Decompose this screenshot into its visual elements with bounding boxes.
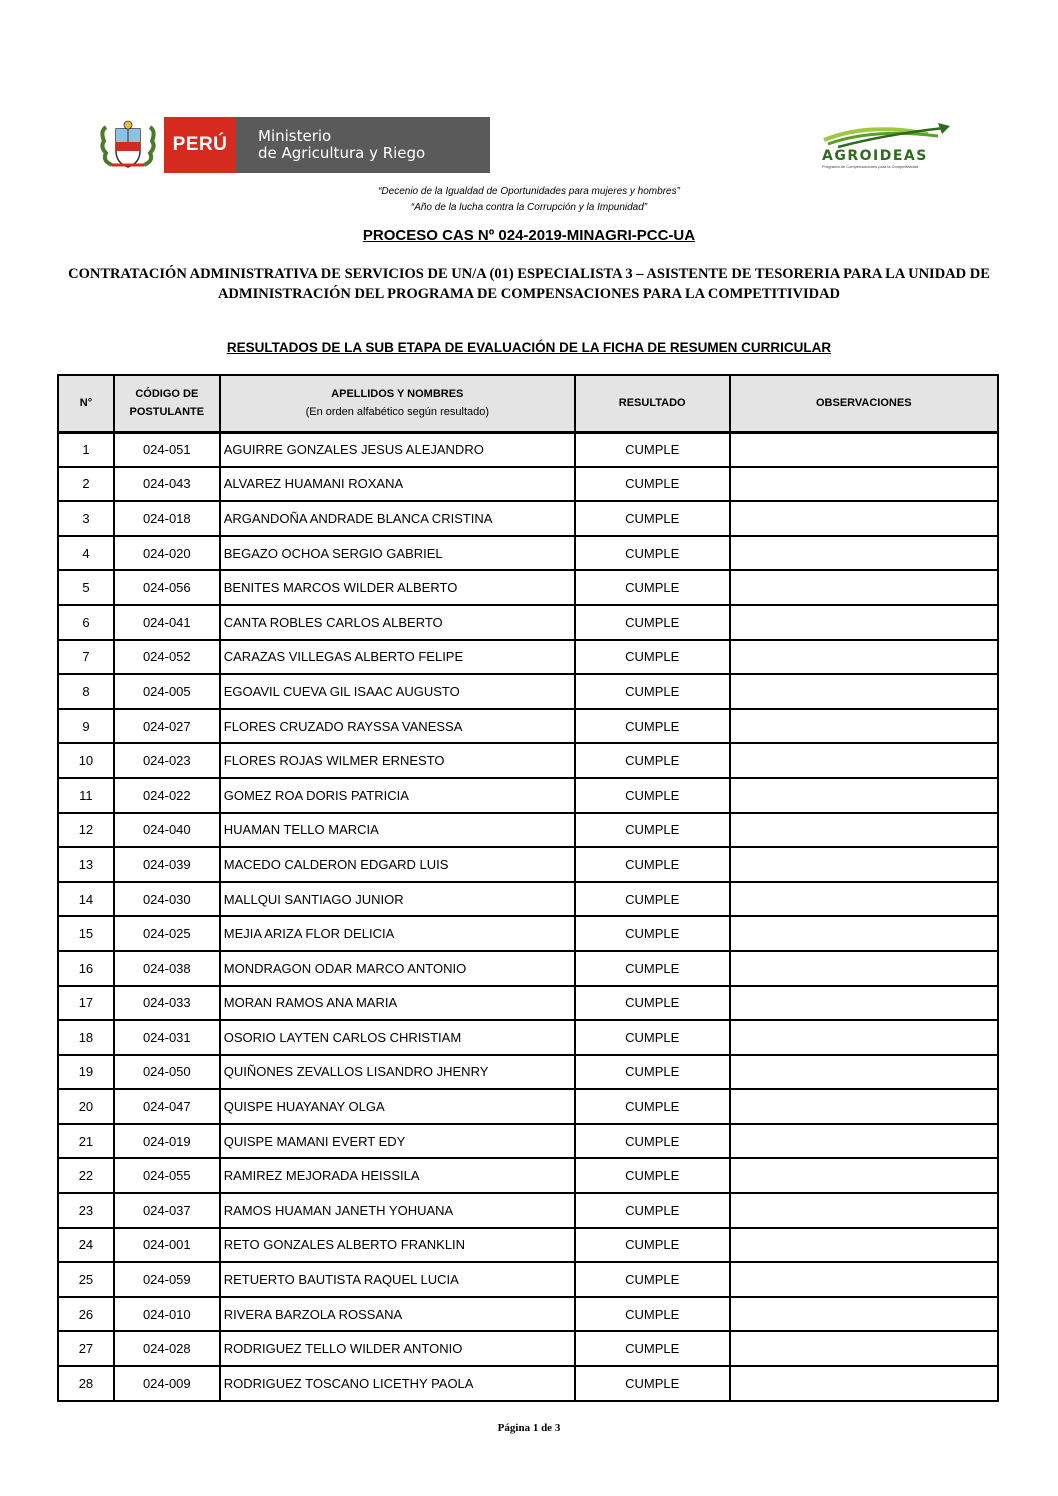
cell-observations — [730, 1366, 998, 1401]
cell-name: QUIÑONES ZEVALLOS LISANDRO JHENRY — [220, 1055, 575, 1090]
cell-name: MALLQUI SANTIAGO JUNIOR — [220, 882, 575, 917]
ministry-name — [236, 117, 490, 173]
table-row — [58, 1366, 998, 1401]
table-row — [58, 986, 998, 1021]
table-row — [58, 432, 998, 467]
cell-code: 024-001 — [114, 1228, 220, 1263]
cell-code: 024-019 — [114, 1124, 220, 1159]
cell-name: RAMIREZ MEJORADA HEISSILA — [220, 1158, 575, 1193]
table-row — [58, 640, 998, 675]
cell-name: HUAMAN TELLO MARCIA — [220, 813, 575, 848]
results-table — [57, 374, 999, 1402]
header-code-line-2: POSTULANTE — [129, 406, 205, 419]
cell-result: CUMPLE — [575, 640, 730, 675]
cell-result: CUMPLE — [575, 1158, 730, 1193]
cell-name: QUISPE MAMANI EVERT EDY — [220, 1124, 575, 1159]
table-row — [58, 501, 998, 536]
cell-number: 25 — [58, 1262, 114, 1297]
cell-result: CUMPLE — [575, 951, 730, 986]
cell-code: 024-027 — [114, 709, 220, 744]
cell-result: CUMPLE — [575, 1297, 730, 1332]
cell-code: 024-043 — [114, 467, 220, 502]
cell-result: CUMPLE — [575, 847, 730, 882]
cell-number: 10 — [58, 743, 114, 778]
cell-observations — [730, 1193, 998, 1228]
table-row — [58, 1089, 998, 1124]
agroideas-name: AGROIDEAS — [822, 148, 928, 164]
header-number: N° — [58, 375, 114, 432]
cell-observations — [730, 778, 998, 813]
decade-quote: “Decenio de la Igualdad de Oportunidades para mujeres y hombres” — [378, 186, 680, 197]
cell-observations — [730, 536, 998, 571]
cell-result: CUMPLE — [575, 467, 730, 502]
cell-number: 2 — [58, 467, 114, 502]
cell-observations — [730, 1089, 998, 1124]
header-names-line-1: APELLIDOS Y NOMBRES — [331, 388, 464, 401]
table-row — [58, 847, 998, 882]
cell-code: 024-009 — [114, 1366, 220, 1401]
cell-code: 024-050 — [114, 1055, 220, 1090]
table-row — [58, 1331, 998, 1366]
cell-result: CUMPLE — [575, 1262, 730, 1297]
cell-observations — [730, 1228, 998, 1263]
cell-number: 17 — [58, 986, 114, 1021]
table-row — [58, 743, 998, 778]
cell-name: RETUERTO BAUTISTA RAQUEL LUCIA — [220, 1262, 575, 1297]
cell-code: 024-051 — [114, 432, 220, 467]
cell-result: CUMPLE — [575, 1124, 730, 1159]
table-row — [58, 709, 998, 744]
header-names — [220, 375, 575, 432]
cell-observations — [730, 605, 998, 640]
header-names-line-2: (En orden alfabético según resultado) — [305, 406, 490, 419]
cell-code: 024-031 — [114, 1020, 220, 1055]
cell-number: 28 — [58, 1366, 114, 1401]
table-row — [58, 1228, 998, 1263]
cell-result: CUMPLE — [575, 1193, 730, 1228]
cell-observations — [730, 1055, 998, 1090]
cell-code: 024-018 — [114, 501, 220, 536]
cell-observations — [730, 1158, 998, 1193]
cell-observations — [730, 674, 998, 709]
cell-number: 5 — [58, 570, 114, 605]
table-row — [58, 1193, 998, 1228]
table-row — [58, 1124, 998, 1159]
ministry-logo — [98, 117, 490, 173]
cell-observations — [730, 743, 998, 778]
agroideas-tagline: Programa de Compensaciones para la Competitividad — [822, 164, 919, 169]
agroideas-logo — [818, 120, 954, 172]
cell-name: CARAZAS VILLEGAS ALBERTO FELIPE — [220, 640, 575, 675]
cell-code: 024-059 — [114, 1262, 220, 1297]
cell-code: 024-038 — [114, 951, 220, 986]
cell-result: CUMPLE — [575, 916, 730, 951]
peru-coat-of-arms-icon — [98, 117, 158, 173]
cell-name: ALVAREZ HUAMANI ROXANA — [220, 467, 575, 502]
cell-code: 024-056 — [114, 570, 220, 605]
cell-code: 024-005 — [114, 674, 220, 709]
cell-name: BENITES MARCOS WILDER ALBERTO — [220, 570, 575, 605]
cell-name: MONDRAGON ODAR MARCO ANTONIO — [220, 951, 575, 986]
header-observations: OBSERVACIONES — [730, 375, 998, 432]
cell-result: CUMPLE — [575, 1055, 730, 1090]
cell-number: 7 — [58, 640, 114, 675]
cell-code: 024-041 — [114, 605, 220, 640]
cell-number: 20 — [58, 1089, 114, 1124]
cell-code: 024-030 — [114, 882, 220, 917]
cell-number: 18 — [58, 1020, 114, 1055]
cell-number: 14 — [58, 882, 114, 917]
cell-result: CUMPLE — [575, 1089, 730, 1124]
header-result: RESULTADO — [575, 375, 730, 432]
cell-result: CUMPLE — [575, 1366, 730, 1401]
cell-observations — [730, 1297, 998, 1332]
cell-name: BEGAZO OCHOA SERGIO GABRIEL — [220, 536, 575, 571]
table-row — [58, 813, 998, 848]
cell-observations — [730, 467, 998, 502]
cell-result: CUMPLE — [575, 778, 730, 813]
cell-code: 024-047 — [114, 1089, 220, 1124]
cell-result: CUMPLE — [575, 501, 730, 536]
cell-code: 024-022 — [114, 778, 220, 813]
cell-result: CUMPLE — [575, 674, 730, 709]
cell-number: 13 — [58, 847, 114, 882]
cell-code: 024-023 — [114, 743, 220, 778]
cell-observations — [730, 640, 998, 675]
cell-result: CUMPLE — [575, 1020, 730, 1055]
cell-result: CUMPLE — [575, 1331, 730, 1366]
cell-result: CUMPLE — [575, 743, 730, 778]
table-header-row — [58, 375, 998, 432]
cell-number: 9 — [58, 709, 114, 744]
table-row — [58, 1020, 998, 1055]
cell-observations — [730, 882, 998, 917]
cell-result: CUMPLE — [575, 432, 730, 467]
cell-result: CUMPLE — [575, 709, 730, 744]
cell-result: CUMPLE — [575, 813, 730, 848]
cell-code: 024-055 — [114, 1158, 220, 1193]
cell-name: GOMEZ ROA DORIS PATRICIA — [220, 778, 575, 813]
cell-result: CUMPLE — [575, 605, 730, 640]
cell-name: FLORES CRUZADO RAYSSA VANESSA — [220, 709, 575, 744]
table-row — [58, 1158, 998, 1193]
year-quote: “Año de la lucha contra la Corrupción y la Impunidad” — [410, 202, 648, 213]
cell-code: 024-052 — [114, 640, 220, 675]
cell-name: ARGANDOÑA ANDRADE BLANCA CRISTINA — [220, 501, 575, 536]
table-row — [58, 674, 998, 709]
table-row — [58, 605, 998, 640]
cell-code: 024-025 — [114, 916, 220, 951]
header-code-line-1: CÓDIGO DE — [135, 388, 199, 401]
cell-name: MORAN RAMOS ANA MARIA — [220, 986, 575, 1021]
table-row — [58, 1297, 998, 1332]
cell-observations — [730, 570, 998, 605]
cell-number: 8 — [58, 674, 114, 709]
cell-number: 23 — [58, 1193, 114, 1228]
cell-name: RODRIGUEZ TOSCANO LICETHY PAOLA — [220, 1366, 575, 1401]
cell-number: 16 — [58, 951, 114, 986]
cell-observations — [730, 1262, 998, 1297]
cell-observations — [730, 1331, 998, 1366]
cell-result: CUMPLE — [575, 882, 730, 917]
cell-name: MEJIA ARIZA FLOR DELICIA — [220, 916, 575, 951]
cell-name: EGOAVIL CUEVA GIL ISAAC AUGUSTO — [220, 674, 575, 709]
cell-name: MACEDO CALDERON EDGARD LUIS — [220, 847, 575, 882]
cell-name: AGUIRRE GONZALES JESUS ALEJANDRO — [220, 432, 575, 467]
page-footer: Página 1 de 3 — [497, 1422, 561, 1434]
cell-observations — [730, 813, 998, 848]
cell-name: RETO GONZALES ALBERTO FRANKLIN — [220, 1228, 575, 1263]
table-row — [58, 778, 998, 813]
cell-code: 024-028 — [114, 1331, 220, 1366]
cell-result: CUMPLE — [575, 570, 730, 605]
peru-label: PERÚ — [164, 117, 236, 173]
table-row — [58, 951, 998, 986]
cell-name: QUISPE HUAYANAY OLGA — [220, 1089, 575, 1124]
cell-name: RODRIGUEZ TELLO WILDER ANTONIO — [220, 1331, 575, 1366]
table-row — [58, 570, 998, 605]
cell-observations — [730, 916, 998, 951]
cell-code: 024-037 — [114, 1193, 220, 1228]
cell-number: 6 — [58, 605, 114, 640]
cell-code: 024-039 — [114, 847, 220, 882]
ministry-line-2: de Agricultura y Riego — [258, 144, 426, 162]
cell-code: 024-040 — [114, 813, 220, 848]
table-row — [58, 916, 998, 951]
cell-number: 1 — [58, 432, 114, 467]
cell-observations — [730, 847, 998, 882]
cell-code: 024-020 — [114, 536, 220, 571]
main-title: CONTRATACIÓN ADMINISTRATIVA DE SERVICIOS DE UN/A (01) ESPECIALISTA 3 – ASISTENTE DE TESORERIA PARA LA UNIDAD DE ADMINISTRACIÓN DEL PROGRAMA DE COMPENSACIONES PARA LA COMPETITIVIDAD — [68, 266, 990, 302]
cell-number: 27 — [58, 1331, 114, 1366]
results-subtitle: RESULTADOS DE LA SUB ETAPA DE EVALUACIÓN DE LA FICHA DE RESUMEN CURRICULAR — [226, 340, 832, 355]
table-row — [58, 536, 998, 571]
cell-code: 024-033 — [114, 986, 220, 1021]
cell-observations — [730, 986, 998, 1021]
cell-result: CUMPLE — [575, 1228, 730, 1263]
cell-number: 11 — [58, 778, 114, 813]
cell-number: 4 — [58, 536, 114, 571]
header-code — [114, 375, 220, 432]
cell-observations — [730, 501, 998, 536]
cell-observations — [730, 432, 998, 467]
cell-observations — [730, 709, 998, 744]
table-row — [58, 882, 998, 917]
cell-number: 22 — [58, 1158, 114, 1193]
table-row — [58, 1262, 998, 1297]
cell-number: 19 — [58, 1055, 114, 1090]
cell-number: 21 — [58, 1124, 114, 1159]
cell-result: CUMPLE — [575, 986, 730, 1021]
table-row — [58, 467, 998, 502]
agroideas-swoosh-icon — [818, 120, 954, 150]
ministry-line-1: Ministerio — [258, 127, 332, 145]
cell-number: 24 — [58, 1228, 114, 1263]
cell-name: RIVERA BARZOLA ROSSANA — [220, 1297, 575, 1332]
cell-number: 3 — [58, 501, 114, 536]
cell-number: 12 — [58, 813, 114, 848]
process-title: PROCESO CAS Nº 024-2019-MINAGRI-PCC-UA — [362, 227, 696, 244]
cell-result: CUMPLE — [575, 536, 730, 571]
cell-name: OSORIO LAYTEN CARLOS CHRISTIAM — [220, 1020, 575, 1055]
cell-name: CANTA ROBLES CARLOS ALBERTO — [220, 605, 575, 640]
cell-observations — [730, 1020, 998, 1055]
cell-number: 15 — [58, 916, 114, 951]
table-row — [58, 1055, 998, 1090]
cell-code: 024-010 — [114, 1297, 220, 1332]
cell-name: FLORES ROJAS WILMER ERNESTO — [220, 743, 575, 778]
cell-name: RAMOS HUAMAN JANETH YOHUANA — [220, 1193, 575, 1228]
cell-observations — [730, 951, 998, 986]
cell-observations — [730, 1124, 998, 1159]
cell-number: 26 — [58, 1297, 114, 1332]
